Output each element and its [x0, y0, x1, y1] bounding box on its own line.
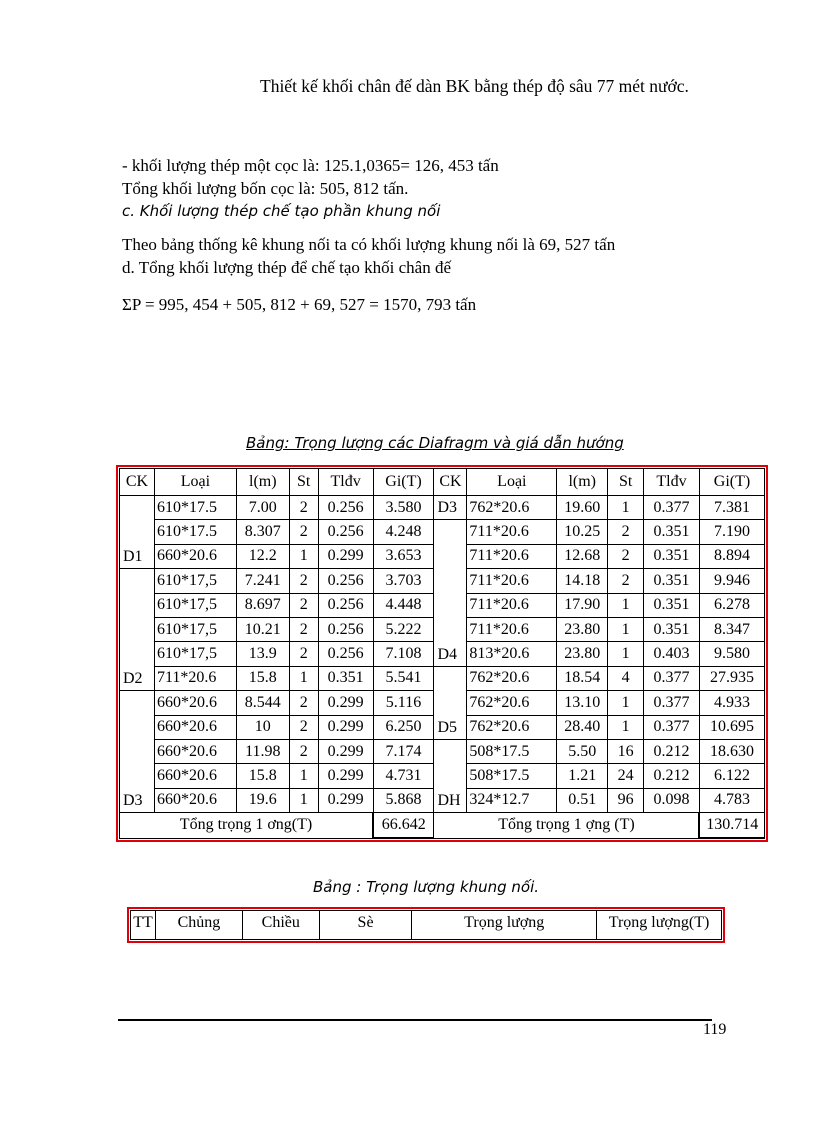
left-count-cell: 2: [289, 642, 318, 666]
left-unit-weight-cell: 0.256: [318, 642, 373, 666]
right-count-cell: 1: [608, 617, 644, 641]
right-weight-cell: 4.783: [699, 788, 764, 812]
right-unit-weight-cell: 0.351: [644, 593, 700, 617]
paragraph-pile-steel: - khối lượng thép một cọc là: 125.1,0365= 126, 453 tấn: [122, 156, 499, 175]
left-weight-cell: 6.250: [373, 715, 434, 739]
left-type-cell: 711*20.6: [154, 666, 236, 690]
left-weight-cell: 3.703: [373, 569, 434, 593]
right-length-cell: 10.25: [557, 520, 608, 544]
right-length-cell: 0.51: [557, 788, 608, 812]
page-number: 119: [703, 1021, 727, 1038]
left-unit-weight-cell: 0.299: [318, 544, 373, 568]
right-count-cell: 4: [608, 666, 644, 690]
right-type-cell: 762*20.6: [467, 715, 557, 739]
right-count-cell: 96: [608, 788, 644, 812]
right-unit-weight-cell: 0.403: [644, 642, 700, 666]
right-weight-cell: 10.695: [699, 715, 764, 739]
left-length-cell: 8.697: [236, 593, 289, 617]
left-length-cell: 10.21: [236, 617, 289, 641]
table1-caption: Bảng: Trọng lượng các Diafragm và giá dẫn hướng: [246, 434, 624, 452]
left-count-cell: 2: [289, 715, 318, 739]
left-count-cell: 1: [289, 764, 318, 788]
right-length-cell: 13.10: [557, 691, 608, 715]
left-type-cell: 660*20.6: [154, 788, 236, 812]
right-unit-weight-cell: 0.377: [644, 715, 700, 739]
table1-header-cell: Tlđv: [644, 469, 700, 496]
table2-header-cell: Trọng lượng(T): [597, 911, 722, 940]
right-unit-weight-cell: 0.351: [644, 617, 700, 641]
footer-rule: [118, 1019, 712, 1021]
left-count-cell: 1: [289, 788, 318, 812]
left-group-label: D3: [120, 691, 155, 813]
table2-header-row: [131, 911, 722, 940]
table1-header-cell: St: [608, 469, 644, 496]
right-group-label: D4: [434, 520, 467, 666]
left-unit-weight-cell: 0.299: [318, 715, 373, 739]
left-weight-cell: 7.108: [373, 642, 434, 666]
paragraph-frame-weight: Theo bảng thống kê khung nối ta có khối lượng khung nối là 69, 527 tấn: [122, 235, 616, 254]
right-weight-cell: 4.933: [699, 691, 764, 715]
right-weight-cell: 6.122: [699, 764, 764, 788]
right-length-cell: 18.54: [557, 666, 608, 690]
left-unit-weight-cell: 0.299: [318, 691, 373, 715]
left-unit-weight-cell: 0.299: [318, 764, 373, 788]
left-length-cell: 15.8: [236, 666, 289, 690]
table1-header-cell: l(m): [557, 469, 608, 496]
right-type-cell: 508*17.5: [467, 739, 557, 763]
right-count-cell: 2: [608, 520, 644, 544]
left-weight-cell: 5.868: [373, 788, 434, 812]
left-count-cell: 2: [289, 520, 318, 544]
left-type-cell: 660*20.6: [154, 764, 236, 788]
table1-header-cell: Loại: [154, 469, 236, 496]
right-length-cell: 1.21: [557, 764, 608, 788]
right-type-cell: 324*12.7: [467, 788, 557, 812]
right-weight-cell: 9.946: [699, 569, 764, 593]
total-right-label: Tổng trọng 1 ợng (T): [434, 813, 700, 839]
table1-header-cell: St: [289, 469, 318, 496]
table1-row: [120, 666, 765, 690]
table1-row: [120, 496, 765, 520]
left-unit-weight-cell: 0.256: [318, 496, 373, 520]
table1-header-row: [120, 469, 765, 496]
right-type-cell: 813*20.6: [467, 642, 557, 666]
left-count-cell: 1: [289, 666, 318, 690]
table2-header-cell: Sè: [319, 911, 412, 940]
right-length-cell: 19.60: [557, 496, 608, 520]
left-count-cell: 2: [289, 691, 318, 715]
right-type-cell: 711*20.6: [467, 593, 557, 617]
left-weight-cell: 5.541: [373, 666, 434, 690]
left-group-label: D1: [120, 496, 155, 569]
right-type-cell: 762*20.6: [467, 691, 557, 715]
right-weight-cell: 7.190: [699, 520, 764, 544]
right-type-cell: 711*20.6: [467, 520, 557, 544]
frame-weight-table: [130, 910, 722, 940]
table2-header-cell: Trọng lượng: [412, 911, 597, 940]
right-length-cell: 23.80: [557, 642, 608, 666]
left-count-cell: 2: [289, 739, 318, 763]
left-type-cell: 660*20.6: [154, 691, 236, 715]
table1-header-cell: CK: [120, 469, 155, 496]
right-unit-weight-cell: 0.377: [644, 666, 700, 690]
left-weight-cell: 3.653: [373, 544, 434, 568]
right-type-cell: 508*17.5: [467, 764, 557, 788]
right-weight-cell: 8.347: [699, 617, 764, 641]
left-type-cell: 610*17,5: [154, 617, 236, 641]
table2-header-cell: Chủng: [155, 911, 242, 940]
right-length-cell: 12.68: [557, 544, 608, 568]
paragraph-four-piles: Tổng khối lượng bốn cọc là: 505, 812 tấn.: [122, 179, 409, 198]
right-type-cell: 711*20.6: [467, 617, 557, 641]
right-count-cell: 1: [608, 496, 644, 520]
total-left-label: Tổng trọng 1 ơng(T): [120, 813, 374, 839]
right-type-cell: 762*20.6: [467, 496, 557, 520]
right-count-cell: 24: [608, 764, 644, 788]
diafragm-weight-table: [119, 468, 765, 839]
left-type-cell: 610*17,5: [154, 569, 236, 593]
left-length-cell: 15.8: [236, 764, 289, 788]
left-weight-cell: 5.116: [373, 691, 434, 715]
right-count-cell: 16: [608, 739, 644, 763]
right-weight-cell: 18.630: [699, 739, 764, 763]
left-length-cell: 13.9: [236, 642, 289, 666]
right-count-cell: 1: [608, 642, 644, 666]
right-length-cell: 23.80: [557, 617, 608, 641]
left-length-cell: 19.6: [236, 788, 289, 812]
right-type-cell: 711*20.6: [467, 569, 557, 593]
left-type-cell: 610*17.5: [154, 520, 236, 544]
table2-header-cell: Chiều: [242, 911, 319, 940]
right-length-cell: 17.90: [557, 593, 608, 617]
left-length-cell: 8.307: [236, 520, 289, 544]
left-count-cell: 2: [289, 569, 318, 593]
left-length-cell: 7.00: [236, 496, 289, 520]
table1-total-row: [120, 813, 765, 839]
left-unit-weight-cell: 0.351: [318, 666, 373, 690]
right-unit-weight-cell: 0.351: [644, 520, 700, 544]
right-unit-weight-cell: 0.212: [644, 764, 700, 788]
right-count-cell: 1: [608, 715, 644, 739]
total-left-value: 66.642: [373, 813, 434, 839]
section-heading-d: d. Tổng khối lượng thép để chế tạo khối chân đế: [122, 258, 452, 277]
right-unit-weight-cell: 0.351: [644, 569, 700, 593]
table2-header-cell: TT: [131, 911, 156, 940]
left-unit-weight-cell: 0.299: [318, 788, 373, 812]
right-count-cell: 2: [608, 544, 644, 568]
right-unit-weight-cell: 0.377: [644, 496, 700, 520]
left-type-cell: 610*17,5: [154, 593, 236, 617]
left-group-label: D2: [120, 569, 155, 691]
right-unit-weight-cell: 0.212: [644, 739, 700, 763]
right-unit-weight-cell: 0.351: [644, 544, 700, 568]
right-weight-cell: 27.935: [699, 666, 764, 690]
left-length-cell: 8.544: [236, 691, 289, 715]
left-weight-cell: 5.222: [373, 617, 434, 641]
left-length-cell: 10: [236, 715, 289, 739]
table1-row: [120, 739, 765, 763]
left-type-cell: 660*20.6: [154, 544, 236, 568]
right-type-cell: 711*20.6: [467, 544, 557, 568]
table1-header-cell: CK: [434, 469, 467, 496]
right-count-cell: 2: [608, 569, 644, 593]
left-type-cell: 610*17,5: [154, 642, 236, 666]
left-unit-weight-cell: 0.256: [318, 569, 373, 593]
left-type-cell: 660*20.6: [154, 739, 236, 763]
left-unit-weight-cell: 0.256: [318, 617, 373, 641]
table2-caption: Bảng : Trọng lượng khung nối.: [313, 878, 540, 896]
right-count-cell: 1: [608, 593, 644, 617]
right-length-cell: 14.18: [557, 569, 608, 593]
left-weight-cell: 4.448: [373, 593, 434, 617]
left-length-cell: 7.241: [236, 569, 289, 593]
right-length-cell: 5.50: [557, 739, 608, 763]
left-count-cell: 1: [289, 544, 318, 568]
total-sum-formula: ΣP = 995, 454 + 505, 812 + 69, 527 = 1570, 793 tấn: [122, 295, 477, 314]
right-group-label: DH: [434, 739, 467, 812]
left-type-cell: 660*20.6: [154, 715, 236, 739]
left-count-cell: 2: [289, 593, 318, 617]
page-header: Thiết kế khối chân đế dàn BK bằng thép độ sâu 77 mét nước.: [260, 76, 689, 96]
left-type-cell: 610*17.5: [154, 496, 236, 520]
table1-header-cell: l(m): [236, 469, 289, 496]
left-weight-cell: 7.174: [373, 739, 434, 763]
left-weight-cell: 3.580: [373, 496, 434, 520]
left-length-cell: 11.98: [236, 739, 289, 763]
left-unit-weight-cell: 0.256: [318, 593, 373, 617]
left-count-cell: 2: [289, 496, 318, 520]
table1-header-cell: Loại: [467, 469, 557, 496]
right-unit-weight-cell: 0.377: [644, 691, 700, 715]
left-count-cell: 2: [289, 617, 318, 641]
right-group-label: D3: [434, 496, 467, 520]
right-weight-cell: 9.580: [699, 642, 764, 666]
right-weight-cell: 8.894: [699, 544, 764, 568]
left-weight-cell: 4.248: [373, 520, 434, 544]
total-right-value: 130.714: [699, 813, 764, 839]
left-unit-weight-cell: 0.256: [318, 520, 373, 544]
table1-row: [120, 520, 765, 544]
left-length-cell: 12.2: [236, 544, 289, 568]
section-heading-c: c. Khối lượng thép chế tạo phần khung nối: [122, 202, 441, 220]
table1-header-cell: Gi(T): [699, 469, 764, 496]
right-length-cell: 28.40: [557, 715, 608, 739]
left-weight-cell: 4.731: [373, 764, 434, 788]
right-type-cell: 762*20.6: [467, 666, 557, 690]
right-count-cell: 1: [608, 691, 644, 715]
left-unit-weight-cell: 0.299: [318, 739, 373, 763]
table1-header-cell: Tlđv: [318, 469, 373, 496]
right-weight-cell: 7.381: [699, 496, 764, 520]
table1-header-cell: Gi(T): [373, 469, 434, 496]
right-weight-cell: 6.278: [699, 593, 764, 617]
right-group-label: D5: [434, 666, 467, 739]
right-unit-weight-cell: 0.098: [644, 788, 700, 812]
